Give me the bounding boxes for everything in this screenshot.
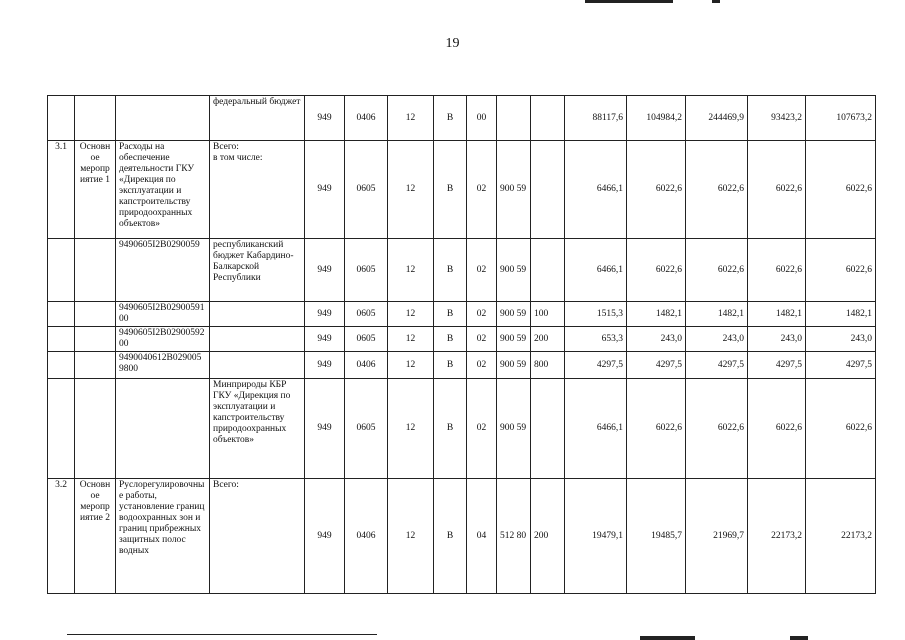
budget-table — [47, 95, 876, 594]
cell-rzpr: 0406 — [345, 352, 388, 379]
table-row — [48, 479, 876, 594]
cell-p3: 02 — [467, 379, 497, 479]
cell-v4: 22173,2 — [748, 479, 806, 594]
cell-no: 3.2 — [48, 479, 75, 594]
cell-type — [75, 239, 116, 302]
cell-v3: 6022,6 — [686, 141, 748, 239]
cell-grbs: 949 — [305, 239, 345, 302]
cell-no — [48, 352, 75, 379]
cell-p1: 12 — [388, 302, 434, 327]
cell-grbs: 949 — [305, 352, 345, 379]
cell-v4: 93423,2 — [748, 96, 806, 141]
cell-name — [116, 379, 210, 479]
cell-v5: 107673,2 — [806, 96, 876, 141]
cell-rzpr: 0406 — [345, 96, 388, 141]
cell-v2: 19485,7 — [627, 479, 686, 594]
cell-type: Основное мероприятие 1 — [75, 141, 116, 239]
cell-v1: 1515,3 — [565, 302, 627, 327]
cell-v5: 22173,2 — [806, 479, 876, 594]
cell-name — [116, 96, 210, 141]
cell-type — [75, 379, 116, 479]
table-row — [48, 379, 876, 479]
cell-budget: федеральный бюджет — [210, 96, 305, 141]
cell-p1: 12 — [388, 379, 434, 479]
cell-v3: 4297,5 — [686, 352, 748, 379]
cell-rzpr: 0605 — [345, 239, 388, 302]
cell-name: 9490605I2B0290059200 — [116, 327, 210, 352]
cell-v4: 4297,5 — [748, 352, 806, 379]
cell-v4: 6022,6 — [748, 379, 806, 479]
cell-p1: 12 — [388, 352, 434, 379]
cell-grbs: 949 — [305, 96, 345, 141]
cell-p1: 12 — [388, 96, 434, 141]
scan-mark-bottom-right — [640, 636, 695, 640]
cell-v3: 243,0 — [686, 327, 748, 352]
cell-p3: 02 — [467, 141, 497, 239]
cell-vr: 800 — [531, 352, 565, 379]
cell-p4: 900 59 — [497, 352, 531, 379]
cell-name: 9490605I2B0290059100 — [116, 302, 210, 327]
cell-v5: 6022,6 — [806, 379, 876, 479]
cell-budget — [210, 327, 305, 352]
cell-p2: В — [434, 479, 467, 594]
cell-rzpr: 0605 — [345, 302, 388, 327]
table-row — [48, 141, 876, 239]
cell-p3: 02 — [467, 239, 497, 302]
cell-vr — [531, 379, 565, 479]
cell-v3: 1482,1 — [686, 302, 748, 327]
cell-v3: 244469,9 — [686, 96, 748, 141]
cell-v2: 6022,6 — [627, 141, 686, 239]
cell-grbs: 949 — [305, 327, 345, 352]
cell-v1: 6466,1 — [565, 379, 627, 479]
table-row — [48, 327, 876, 352]
cell-type — [75, 302, 116, 327]
table-row — [48, 96, 876, 141]
cell-v5: 243,0 — [806, 327, 876, 352]
cell-p3: 02 — [467, 352, 497, 379]
cell-name: Расходы на обеспечение деятельности ГКУ «Дирекция по эксплуатации и капстроительству природоохранных объектов» — [116, 141, 210, 239]
cell-budget: Минприроды КБР ГКУ «Дирекция по эксплуатации и капстроительству природоохранных объектов» — [210, 379, 305, 479]
cell-v2: 6022,6 — [627, 239, 686, 302]
cell-v4: 1482,1 — [748, 302, 806, 327]
scan-mark-top-right — [712, 0, 720, 3]
table-row — [48, 302, 876, 327]
cell-v1: 6466,1 — [565, 141, 627, 239]
cell-v5: 6022,6 — [806, 141, 876, 239]
cell-grbs: 949 — [305, 479, 345, 594]
scan-mark-bottom-line — [67, 634, 377, 635]
table-row — [48, 352, 876, 379]
cell-v1: 88117,6 — [565, 96, 627, 141]
cell-name: 9490040612B0290059800 — [116, 352, 210, 379]
cell-v1: 19479,1 — [565, 479, 627, 594]
cell-v4: 243,0 — [748, 327, 806, 352]
cell-p2: В — [434, 141, 467, 239]
cell-p1: 12 — [388, 239, 434, 302]
cell-grbs: 949 — [305, 379, 345, 479]
cell-grbs: 949 — [305, 141, 345, 239]
cell-vr — [531, 141, 565, 239]
cell-vr: 200 — [531, 479, 565, 594]
cell-p4: 900 59 — [497, 239, 531, 302]
cell-p4: 900 59 — [497, 379, 531, 479]
cell-budget: Всего: в том числе: — [210, 141, 305, 239]
cell-type — [75, 352, 116, 379]
cell-p2: В — [434, 239, 467, 302]
cell-vr: 200 — [531, 327, 565, 352]
cell-vr: 100 — [531, 302, 565, 327]
cell-name: Руслорегулировочные работы, установление границ водоохранных зон и границ прибрежных защитных полос водных — [116, 479, 210, 594]
cell-v1: 653,3 — [565, 327, 627, 352]
cell-p2: В — [434, 352, 467, 379]
cell-p4: 900 59 — [497, 327, 531, 352]
cell-p4: 512 80 — [497, 479, 531, 594]
cell-no — [48, 327, 75, 352]
cell-no — [48, 239, 75, 302]
cell-budget: Всего: — [210, 479, 305, 594]
cell-p2: В — [434, 96, 467, 141]
cell-v2: 6022,6 — [627, 379, 686, 479]
cell-p3: 02 — [467, 302, 497, 327]
cell-no: 3.1 — [48, 141, 75, 239]
cell-v3: 6022,6 — [686, 239, 748, 302]
cell-no — [48, 96, 75, 141]
cell-type: Основное мероприятие 2 — [75, 479, 116, 594]
cell-p2: В — [434, 302, 467, 327]
cell-budget — [210, 302, 305, 327]
cell-v3: 6022,6 — [686, 379, 748, 479]
cell-grbs: 949 — [305, 302, 345, 327]
cell-p1: 12 — [388, 141, 434, 239]
cell-type — [75, 96, 116, 141]
cell-rzpr: 0605 — [345, 327, 388, 352]
cell-v5: 1482,1 — [806, 302, 876, 327]
cell-budget: республиканский бюджет Кабардино-Балкарской Республики — [210, 239, 305, 302]
cell-v2: 243,0 — [627, 327, 686, 352]
cell-p2: В — [434, 379, 467, 479]
cell-p1: 12 — [388, 327, 434, 352]
cell-rzpr: 0605 — [345, 379, 388, 479]
cell-p3: 02 — [467, 327, 497, 352]
cell-type — [75, 327, 116, 352]
cell-p3: 00 — [467, 96, 497, 141]
cell-p4: 900 59 — [497, 302, 531, 327]
cell-v3: 21969,7 — [686, 479, 748, 594]
cell-vr — [531, 96, 565, 141]
cell-v2: 4297,5 — [627, 352, 686, 379]
cell-rzpr: 0605 — [345, 141, 388, 239]
cell-vr — [531, 239, 565, 302]
cell-p4 — [497, 96, 531, 141]
table-row — [48, 239, 876, 302]
cell-p1: 12 — [388, 479, 434, 594]
cell-no — [48, 302, 75, 327]
cell-v2: 1482,1 — [627, 302, 686, 327]
cell-no — [48, 379, 75, 479]
cell-v4: 6022,6 — [748, 141, 806, 239]
cell-v2: 104984,2 — [627, 96, 686, 141]
cell-p3: 04 — [467, 479, 497, 594]
cell-p2: В — [434, 327, 467, 352]
cell-name: 9490605I2B0290059 — [116, 239, 210, 302]
cell-v4: 6022,6 — [748, 239, 806, 302]
page-number: 19 — [445, 36, 460, 51]
cell-p4: 900 59 — [497, 141, 531, 239]
cell-v5: 6022,6 — [806, 239, 876, 302]
scan-mark-bottom-right-2 — [790, 636, 808, 640]
cell-v5: 4297,5 — [806, 352, 876, 379]
cell-v1: 4297,5 — [565, 352, 627, 379]
cell-rzpr: 0406 — [345, 479, 388, 594]
cell-budget — [210, 352, 305, 379]
scan-mark-top — [585, 0, 673, 3]
cell-v1: 6466,1 — [565, 239, 627, 302]
